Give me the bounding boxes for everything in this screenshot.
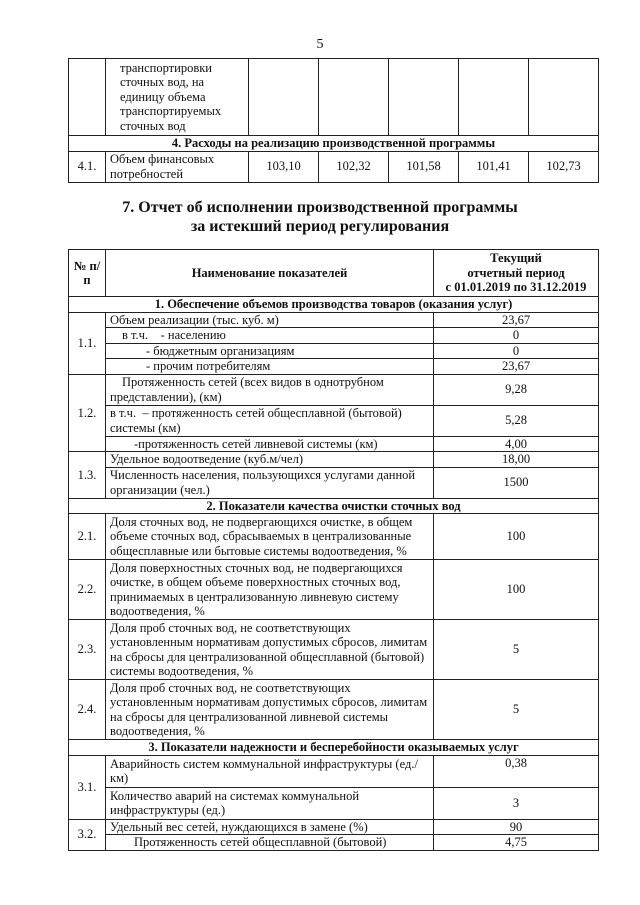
header-period-line1: Текущий: [490, 251, 542, 266]
report-table: [68, 249, 599, 851]
value-cell: 101,41: [459, 151, 529, 182]
row-number: 1.1.: [69, 312, 106, 374]
financial-table: [68, 58, 599, 183]
table-row: [69, 787, 599, 819]
indicator-name: Протяженность сетей общесплавной (бытовой): [106, 835, 434, 851]
header-row: [69, 250, 599, 297]
indicator-name: транспортировки сточных вод, на единицу объема транспортируемых сточных вод: [106, 59, 249, 136]
page-number: 5: [316, 37, 324, 52]
section-row: [69, 136, 599, 152]
indicator-value: 4,75: [434, 835, 599, 851]
indicator-value: 5: [434, 620, 599, 680]
indicator-value: 0: [434, 328, 599, 344]
row-number: 3.1.: [69, 755, 106, 819]
table-row: [69, 436, 599, 452]
indicator-name: - прочим потребителям: [106, 359, 434, 375]
row-number: 2.2.: [69, 560, 106, 620]
row-number: 4.1.: [69, 151, 106, 182]
section-heading: 4. Расходы на реализацию производственной программы: [69, 136, 599, 152]
table-row: [69, 514, 599, 560]
table-row: [69, 328, 599, 344]
header-period: [434, 250, 599, 297]
value-cell: [529, 59, 599, 136]
value-cell: 102,32: [319, 151, 389, 182]
table-row: [69, 343, 599, 359]
section-row: [69, 740, 599, 756]
indicator-name: Доля проб сточных вод, не соответствующих установленным нормативам допустимых сбросов, лимитам на сбросы для централизованной общесплавной (бытовой) системы водоотведения, %: [106, 620, 434, 680]
header-period-line2: отчетный период: [467, 265, 565, 280]
header-name: Наименование показателей: [106, 250, 434, 297]
table-row: [69, 452, 599, 468]
indicator-name: в т.ч. – протяженность сетей общесплавной (бытовой) системы (км): [106, 405, 434, 436]
table-row: [69, 755, 599, 787]
section-heading: 1. Обеспечение объемов производства товаров (оказания услуг): [69, 297, 599, 313]
table-row: [69, 151, 599, 182]
row-number: 2.4.: [69, 680, 106, 740]
indicator-name: Удельное водоотведение (куб.м/чел): [106, 452, 434, 468]
row-number: 1.3.: [69, 452, 106, 499]
value-cell: 103,10: [249, 151, 319, 182]
table-row: [69, 560, 599, 620]
value-cell: [319, 59, 389, 136]
indicator-value: 5: [434, 680, 599, 740]
indicator-value: 0,38: [434, 755, 599, 787]
section-heading: 3. Показатели надежности и бесперебойности оказываемых услуг: [69, 740, 599, 756]
indicator-name: Доля проб сточных вод, не соответствующих установленным нормативам допустимых сбросов, лимитам на сбросы для централизованной ливневой системы водоотведения, %: [106, 680, 434, 740]
indicator-name: Количество аварий на системах коммунальной инфраструктуры (ед.): [106, 787, 434, 819]
indicator-name: - бюджетным организациям: [106, 343, 434, 359]
table-row: [69, 819, 599, 835]
indicator-value: 0: [434, 343, 599, 359]
report-title-line1: 7. Отчет об исполнении производственной программы: [122, 199, 518, 216]
indicator-value: 90: [434, 819, 599, 835]
indicator-value: 18,00: [434, 452, 599, 468]
section-row: [69, 297, 599, 313]
table-row: [69, 374, 599, 405]
table-row: [69, 312, 599, 328]
indicator-name: Аварийность систем коммунальной инфраструктуры (ед./км): [106, 755, 434, 787]
row-number: 1.2.: [69, 374, 106, 452]
indicator-value: 23,67: [434, 312, 599, 328]
value-cell: [389, 59, 459, 136]
row-number: 2.3.: [69, 620, 106, 680]
indicator-name: Доля поверхностных сточных вод, не подвергающихся очистке, в общем объеме поверхностных сточных вод, принимаемых в централизованную ливневую систему водоотведения, %: [106, 560, 434, 620]
row-number: 3.2.: [69, 819, 106, 850]
table-row: [69, 620, 599, 680]
value-cell: 101,58: [389, 151, 459, 182]
table-row: [69, 405, 599, 436]
indicator-name: Доля сточных вод, не подвергающихся очистке, в общем объеме сточных вод, сбрасываемых в централизованные общесплавные или бытовые системы водоотведения, %: [106, 514, 434, 560]
indicator-name: Объем финансовых потребностей: [106, 151, 249, 182]
header-period-line3: с 01.01.2019 по 31.12.2019: [445, 280, 587, 295]
indicator-value: 100: [434, 560, 599, 620]
row-number: 2.1.: [69, 514, 106, 560]
indicator-value: 5,28: [434, 405, 599, 436]
indicator-name: Объем реализации (тыс. куб. м): [106, 312, 434, 328]
section-row: [69, 498, 599, 514]
report-title-line2: за истекший период регулирования: [190, 218, 450, 235]
table-row: [69, 680, 599, 740]
value-cell: [459, 59, 529, 136]
report-title: [0, 198, 640, 236]
table-row: [69, 359, 599, 375]
table-row: [69, 467, 599, 498]
table-row: [69, 59, 599, 136]
indicator-name: Протяженность сетей (всех видов в однотрубном представлении), (км): [106, 374, 434, 405]
value-cell: 102,73: [529, 151, 599, 182]
indicator-name: Численность населения, пользующихся услугами данной организации (чел.): [106, 467, 434, 498]
indicator-value: 100: [434, 514, 599, 560]
section-heading: 2. Показатели качества очистки сточных вод: [69, 498, 599, 514]
indicator-value: 3: [434, 787, 599, 819]
indicator-name: в т.ч. - населению: [106, 328, 434, 344]
value-cell: [249, 59, 319, 136]
indicator-name: Удельный вес сетей, нуждающихся в замене (%): [106, 819, 434, 835]
table-row: [69, 835, 599, 851]
indicator-value: 4,00: [434, 436, 599, 452]
indicator-value: 1500: [434, 467, 599, 498]
indicator-name: -протяженность сетей ливневой системы (км): [106, 436, 434, 452]
indicator-value: 23,67: [434, 359, 599, 375]
indicator-value: 9,28: [434, 374, 599, 405]
row-number: [69, 59, 106, 136]
header-num: № п/п: [69, 250, 106, 297]
